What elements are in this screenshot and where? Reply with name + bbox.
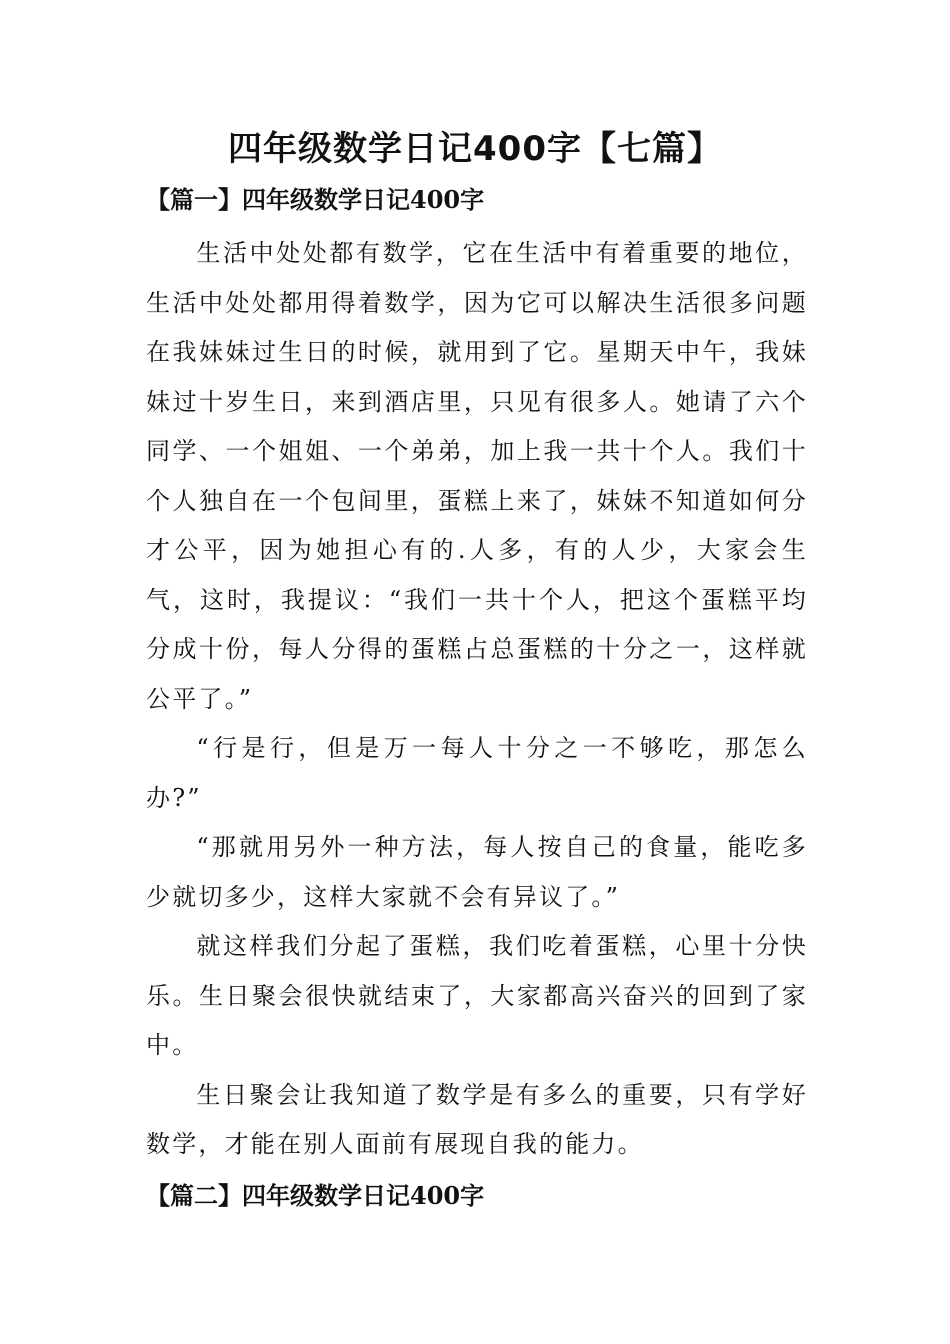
paragraph: 生日聚会让我知道了数学是有多么的重要，只有学好数学，才能在别人面前有展现自我的能力。 — [146, 1080, 808, 1158]
document-title: 四年级数学日记400字【七篇】 — [228, 129, 722, 169]
paragraph: 就这样我们分起了蛋糕，我们吃着蛋糕，心里十分快乐。生日聚会很快就结束了，大家都高兴奋兴的回到了家中。 — [146, 932, 808, 1059]
paragraph: “那就用另外一种方法，每人按自己的食量，能吃多少就切多少，这样大家就不会有异议了。” — [146, 833, 808, 911]
paragraph: “行是行，但是万一每人十分之一不够吃，那怎么办?” — [146, 734, 808, 812]
document-body — [146, 176, 808, 1220]
paragraph: 生活中处处都有数学，它在生活中有着重要的地位，生活中处处都用得着数学，因为它可以解决生活很多问题在我妹妹过生日的时候，就用到了它。星期天中午，我妹妹过十岁生日，来到酒店里，只见有很多人。她请了六个同学、一个姐姐、一个弟弟，加上我一共十个人。我们十个人独自在一个包间里，蛋糕上来了，妹妹不知道如何分才公平，因为她担心有的.人多，有的人少，大家会生气，这时，我提议：“我们一共十个人，把这个蛋糕平均分成十份，每人分得的蛋糕占总蛋糕的十分之一，这样就公平了。” — [146, 239, 808, 713]
section-heading-1: 【篇一】四年级数学日记400字 — [146, 185, 485, 214]
section-heading-2: 【篇二】四年级数学日记400字 — [146, 1180, 485, 1210]
